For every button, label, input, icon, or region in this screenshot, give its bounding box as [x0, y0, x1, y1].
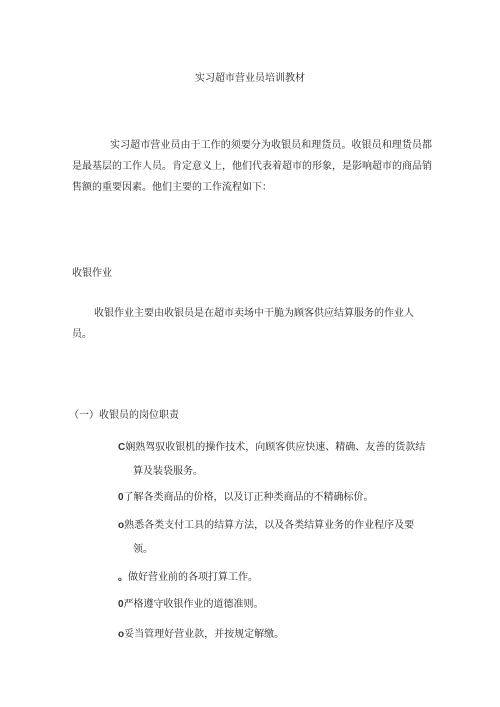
duty-item — [118, 486, 438, 510]
duty-text-continued: 领。 — [133, 544, 153, 555]
duty-text: 严格遵守收银作业的道德准则。 — [123, 599, 264, 610]
document-title: 实习超市营业员培训教材 — [195, 73, 305, 84]
bullet-marker: 。 — [118, 572, 128, 583]
duty-text: 妥当管理好营业款，并按规定解缴。 — [124, 629, 285, 640]
intro-paragraph: 实习超市营业员由于工作的须要分为收银员和理货员。收银员和理货员都是最基层的工作人员。肯定意义上，他们代表着超市的形象，是影响超市的商品销售额的重要因素。他们主要的工作流程如下： — [72, 140, 432, 193]
bullet-marker: C — [118, 442, 126, 453]
duty-text: 娴熟驾驭收银机的操作技术，向顾客供应快速、精确、友善的货款结 — [125, 442, 426, 453]
duty-text: 熟悉各类支付工具的结算方法，以及各类结算业务的作业程序及要 — [124, 520, 415, 531]
section-heading: 收银作业 — [72, 268, 112, 279]
duty-text: 了解各类商品的价格，以及订正种类商品的不精确标价。 — [123, 492, 374, 503]
duty-item — [118, 593, 438, 617]
bullet-marker: o — [118, 520, 125, 531]
duty-item — [118, 623, 438, 647]
bullet-marker: 0 — [118, 492, 124, 503]
section-paragraph: 收银作业主要由收银员是在超市卖场中干脆为顾客供应结算服务的作业人员。 — [72, 308, 414, 340]
subsection-heading: （一）收银员的岗位职责 — [69, 410, 179, 421]
duty-text-continued: 算及装袋服务。 — [133, 466, 203, 477]
duty-text: 做好营业前的各项打算工作。 — [128, 572, 258, 583]
duty-item — [118, 566, 438, 590]
duty-item — [118, 514, 438, 562]
duty-item — [118, 436, 438, 484]
bullet-marker: 0 — [118, 599, 124, 610]
bullet-marker: o — [118, 629, 125, 640]
